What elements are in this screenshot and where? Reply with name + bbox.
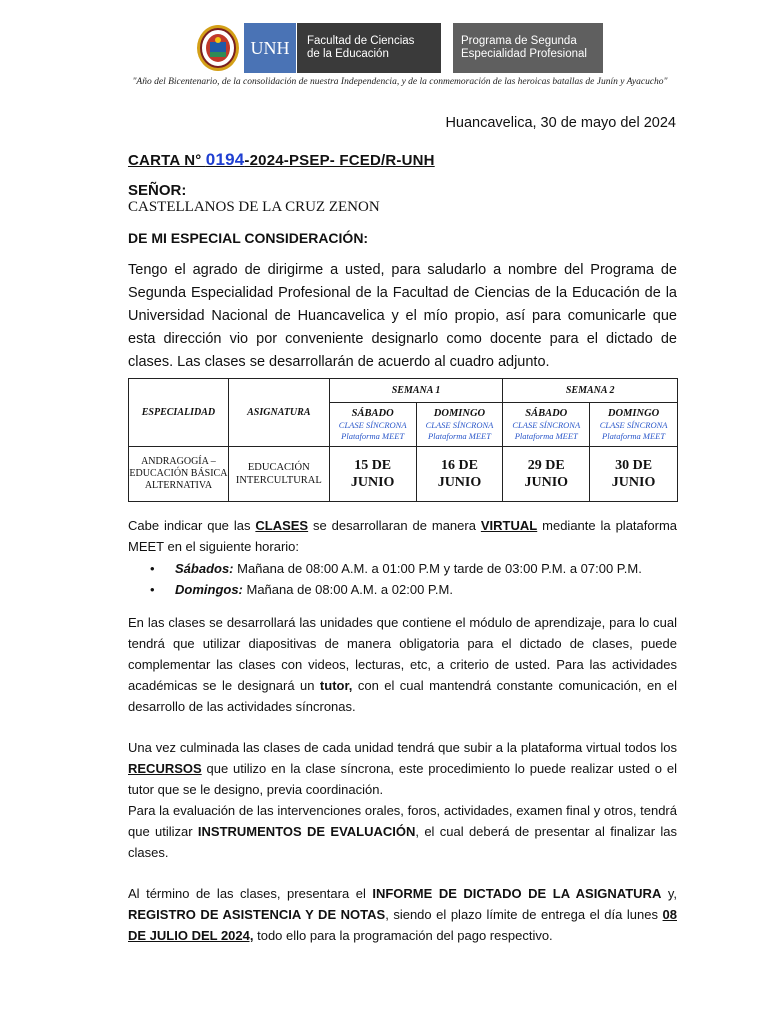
clases-emphasis: CLASES — [255, 518, 309, 533]
text: se desarrollaran de manera — [308, 518, 481, 533]
report-paragraph — [128, 883, 677, 946]
faculty-label — [297, 23, 441, 73]
evaluation-paragraph — [128, 800, 677, 863]
text: todo ello para la programación del pago respectivo. — [253, 928, 553, 943]
text: En las clases se desarrollará las unidades que contiene el módulo de aprendizaje, para lo cual tendrá que utilizar diapositivas de manera obligatoria para el dictado de clases, puede complementar las clases con videos, lecturas, etc, a criterio de usted. Para las actividades académicas se le designará un — [128, 615, 677, 693]
date-day: 15 DE — [354, 458, 392, 473]
day-name: DOMINGO — [607, 407, 660, 419]
date-month: JUNIO — [611, 475, 656, 490]
day-header — [416, 403, 503, 447]
header-asignatura: ASIGNATURA — [228, 379, 329, 447]
unh-logo: UNH — [244, 23, 296, 73]
list-item — [150, 579, 642, 600]
schedule-list — [150, 558, 642, 600]
cell-date — [503, 447, 590, 502]
cell-date — [416, 447, 503, 502]
instrumentos-emphasis: INSTRUMENTOS DE EVALUACIÓN — [197, 824, 416, 839]
day-mode: CLASE SÍNCRONA — [338, 419, 407, 430]
day-platform: Plataforma MEET — [341, 430, 405, 441]
header-semana-2: SEMANA 2 — [503, 379, 678, 403]
day-platform: Plataforma MEET — [514, 430, 578, 441]
text: mediante la plataforma MEET en el siguiente horario: — [128, 518, 678, 554]
schedule-hours: Mañana de 08:00 A.M. a 01:00 P.M y tarde de 03:00 P.M. a 07:00 P.M. — [233, 561, 642, 576]
informe-emphasis: INFORME DE DICTADO DE LA ASIGNATURA — [372, 886, 662, 901]
date-day: 30 DE — [615, 458, 653, 473]
cell-asignatura: EDUCACIÓN INTERCULTURAL — [228, 447, 329, 502]
text: con el cual mantendrá constante comunicación, en el desarrollo de las actividades síncronas. — [128, 678, 677, 714]
date-day: 16 DE — [440, 458, 478, 473]
cell-date — [329, 447, 416, 502]
classes-paragraph — [128, 515, 677, 557]
salutation: SEÑOR: — [128, 182, 187, 199]
day-name: SÁBADO — [525, 407, 568, 419]
cell-date — [590, 447, 678, 502]
text: Cabe indicar que las — [128, 518, 256, 533]
letter-reference — [128, 150, 435, 170]
text: que utilizo en la clase síncrona, este procedimiento lo puede realizar usted o el tutor que se le designo, previa coordinación. — [128, 761, 677, 797]
carta-number: 0194 — [205, 150, 245, 169]
recipient-name: CASTELLANOS DE LA CRUZ ZENON — [128, 199, 380, 215]
cell-especialidad: ANDRAGOGÍA – EDUCACIÓN BÁSICA ALTERNATIVA — [129, 447, 229, 502]
schedule-day-label: Domingos: — [175, 582, 243, 597]
faculty-line-1: Facultad de Ciencias — [307, 35, 415, 47]
program-line-2: Especialidad Profesional — [461, 48, 587, 60]
day-header — [329, 403, 416, 447]
virtual-emphasis: VIRTUAL — [480, 518, 538, 533]
year-motto: "Año del Bicentenario, de la consolidación de nuestra Independencia, y de la conmemoración de las heroicas batallas de Junín y Ayacucho" — [132, 77, 668, 87]
header-especialidad: ESPECIALIDAD — [129, 379, 229, 447]
bullet: • — [150, 582, 155, 597]
carta-prefix: CARTA N° — [128, 152, 206, 169]
text: Al término de las clases, presentara el — [128, 886, 373, 901]
carta-suffix: -2024-PSEP- FCED/R-UNH — [244, 152, 435, 169]
module-paragraph — [128, 612, 677, 717]
intro-paragraph: Tengo el agrado de dirigirme a usted, para saludarlo a nombre del Programa de Segunda Especialidad Profesional de la Facultad de Ciencias de la Educación de la Universidad Nacional de Huancavelica y el mío propio, así para comunicarle que esta dirección vio por conveniente designarlo como docente para el dictado de clases. Las clases se desarrollarán de acuerdo al cuadro adjunto. — [128, 262, 677, 370]
schedule-hours: Mañana de 08:00 A.M. a 02:00 P.M. — [242, 582, 453, 597]
university-seal-logo — [196, 24, 240, 72]
bullet: • — [150, 561, 155, 576]
date-month: JUNIO — [437, 475, 482, 490]
letterhead — [196, 23, 603, 73]
text: Una vez culminada las clases de cada unidad tendrá que subir a la plataforma virtual todos los — [128, 740, 677, 755]
program-label — [453, 23, 603, 73]
day-header — [590, 403, 678, 447]
day-name: DOMINGO — [433, 407, 486, 419]
day-mode: CLASE SÍNCRONA — [512, 419, 581, 430]
program-line-1: Programa de Segunda — [461, 35, 577, 47]
letter-date: Huancavelica, 30 de mayo del 2024 — [445, 115, 676, 131]
text: y, — [661, 886, 678, 901]
faculty-line-2: de la Educación — [307, 48, 389, 60]
day-header — [503, 403, 590, 447]
schedule-day-label: Sábados: — [175, 561, 234, 576]
schedule-table — [128, 378, 678, 502]
deadline-emphasis: 08 DE JULIO DEL 2024, — [128, 907, 677, 943]
day-mode: CLASE SÍNCRONA — [599, 419, 668, 430]
header-semana-1: SEMANA 1 — [329, 379, 503, 403]
day-platform: Plataforma MEET — [602, 430, 666, 441]
text: , siendo el plazo límite de entrega el día lunes — [385, 907, 663, 922]
table-row — [129, 447, 678, 502]
text: Para la evaluación de las intervenciones orales, foros, actividades, examen final y otros, tendrá que utilizar — [128, 803, 677, 839]
registro-emphasis: REGISTRO DE ASISTENCIA Y DE NOTAS — [128, 907, 386, 922]
tutor-emphasis: tutor, — [319, 678, 353, 693]
day-name: SÁBADO — [351, 407, 394, 419]
date-month: JUNIO — [350, 475, 395, 490]
date-day: 29 DE — [527, 458, 565, 473]
consideration-heading: DE MI ESPECIAL CONSIDERACIÓN: — [128, 230, 369, 246]
date-month: JUNIO — [524, 475, 569, 490]
resources-paragraph — [128, 737, 677, 800]
recursos-emphasis: RECURSOS — [128, 761, 202, 776]
list-item — [150, 558, 642, 579]
text: , el cual deberá de presentar al finalizar las clases. — [128, 824, 677, 860]
day-platform: Plataforma MEET — [427, 430, 491, 441]
day-mode: CLASE SÍNCRONA — [425, 419, 494, 430]
